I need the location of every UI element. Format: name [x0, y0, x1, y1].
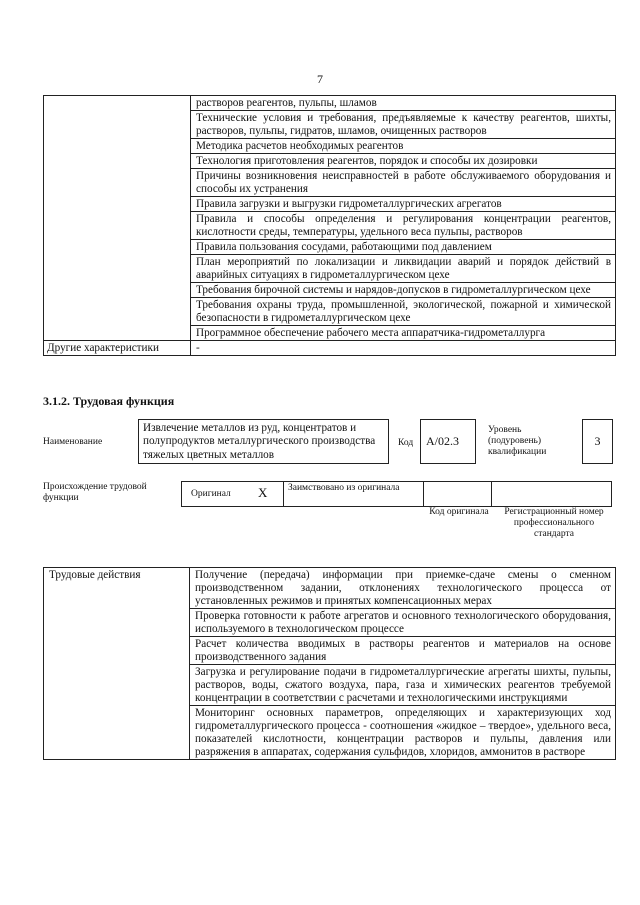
- knowledge-item: Требования бирочной системы и нарядов-допусков в гидрометаллургическом цехе: [191, 283, 616, 298]
- registration-number-cell: [492, 481, 612, 507]
- registration-caption: Регистрационный номер профессионального стандарта: [504, 507, 604, 539]
- borrowed-label: Заимствовано из оригинала: [288, 483, 400, 493]
- function-name: Извлечение металлов из руд, концентратов и полупродуктов металлургического производства тяжелых цветных металлов: [138, 419, 389, 464]
- borrowed-cell: [284, 481, 424, 507]
- knowledge-item: Правила загрузки и выгрузки гидрометаллургических агрегатов: [191, 197, 616, 212]
- name-label: Наименование: [43, 437, 103, 447]
- level-label: Уровень (подуровень) квалификации: [488, 425, 547, 457]
- function-code: А/02.3: [420, 419, 476, 464]
- action-item: Загрузка и регулирование подачи в гидрометаллургические агрегаты шихты, пульпы, растворов, воды, сжатого воздуха, пара, газа и химических реагентов требуемой концентрации в соответствии с расчетами и технологическими инструкциями: [190, 665, 616, 706]
- origin-row: [181, 481, 612, 507]
- action-item: Проверка готовности к работе агрегатов и основного технологического оборудования, используемого в технологическом процессе: [190, 609, 616, 637]
- origin-label: Происхождение трудовой функции: [43, 482, 147, 503]
- table-row: [44, 341, 616, 356]
- actions-table: [43, 567, 616, 760]
- knowledge-label-cell: [44, 96, 191, 341]
- original-cell: [181, 481, 284, 507]
- original-code-caption: Код оригинала: [429, 507, 489, 517]
- knowledge-item: Методика расчетов необходимых реагентов: [191, 139, 616, 154]
- action-item: Получение (передача) информации при приемке-сдаче смены о сменном производственном задании, отклонениях технологического процесса от установленных режимов и принятых компенсационных мерах: [190, 568, 616, 609]
- action-item: Расчет количества вводимых в растворы реагентов и материалов на основе производственного задания: [190, 637, 616, 665]
- knowledge-table: [43, 95, 616, 356]
- table-row: [44, 96, 616, 111]
- knowledge-item: Программное обеспечение рабочего места аппаратчика-гидрометаллурга: [191, 326, 616, 341]
- section-heading: 3.1.2. Трудовая функция: [43, 394, 175, 408]
- original-mark: X: [258, 485, 268, 500]
- original-label: Оригинал: [191, 489, 231, 499]
- knowledge-item: Требования охраны труда, промышленной, экологической, пожарной и химической безопасности в гидрометаллургическом цехе: [191, 298, 616, 326]
- knowledge-item: Причины возникновения неисправностей в работе обслуживаемого оборудования и способы их устранения: [191, 169, 616, 197]
- actions-label: Трудовые действия: [44, 568, 190, 760]
- knowledge-item: Правила и способы определения и регулирования концентрации реагентов, кислотности среды, температуры, удельного веса пульпы, растворов: [191, 212, 616, 240]
- code-label: Код: [398, 438, 414, 448]
- knowledge-item: План мероприятий по локализации и ликвидации аварий и порядок действий в аварийных ситуациях в гидрометаллургическом цехе: [191, 255, 616, 283]
- knowledge-item: растворов реагентов, пульпы, шламов: [191, 96, 616, 111]
- qualification-level: 3: [582, 419, 613, 464]
- original-code-cell: [424, 481, 492, 507]
- action-item: Мониторинг основных параметров, определяющих и характеризующих ход гидрометаллургического процесса - соотношения «жидкое – твердое», удельного веса, показателей кислотности, концентрации растворов и пульпы, давления или разряжения в аппаратах, содержания сульфидов, хлоридов, аммонитов в растворе: [190, 706, 616, 760]
- knowledge-item: Технические условия и требования, предъявляемые к качеству реагентов, шихты, растворов, пульпы, гидратов, шламов, очищенных растворов: [191, 111, 616, 139]
- other-characteristics-value: -: [191, 341, 616, 356]
- page-number: 7: [317, 72, 323, 86]
- table-row: [44, 568, 616, 609]
- other-characteristics-label: Другие характеристики: [44, 341, 191, 356]
- knowledge-item: Правила пользования сосудами, работающими под давлением: [191, 240, 616, 255]
- knowledge-item: Технология приготовления реагентов, порядок и способы их дозировки: [191, 154, 616, 169]
